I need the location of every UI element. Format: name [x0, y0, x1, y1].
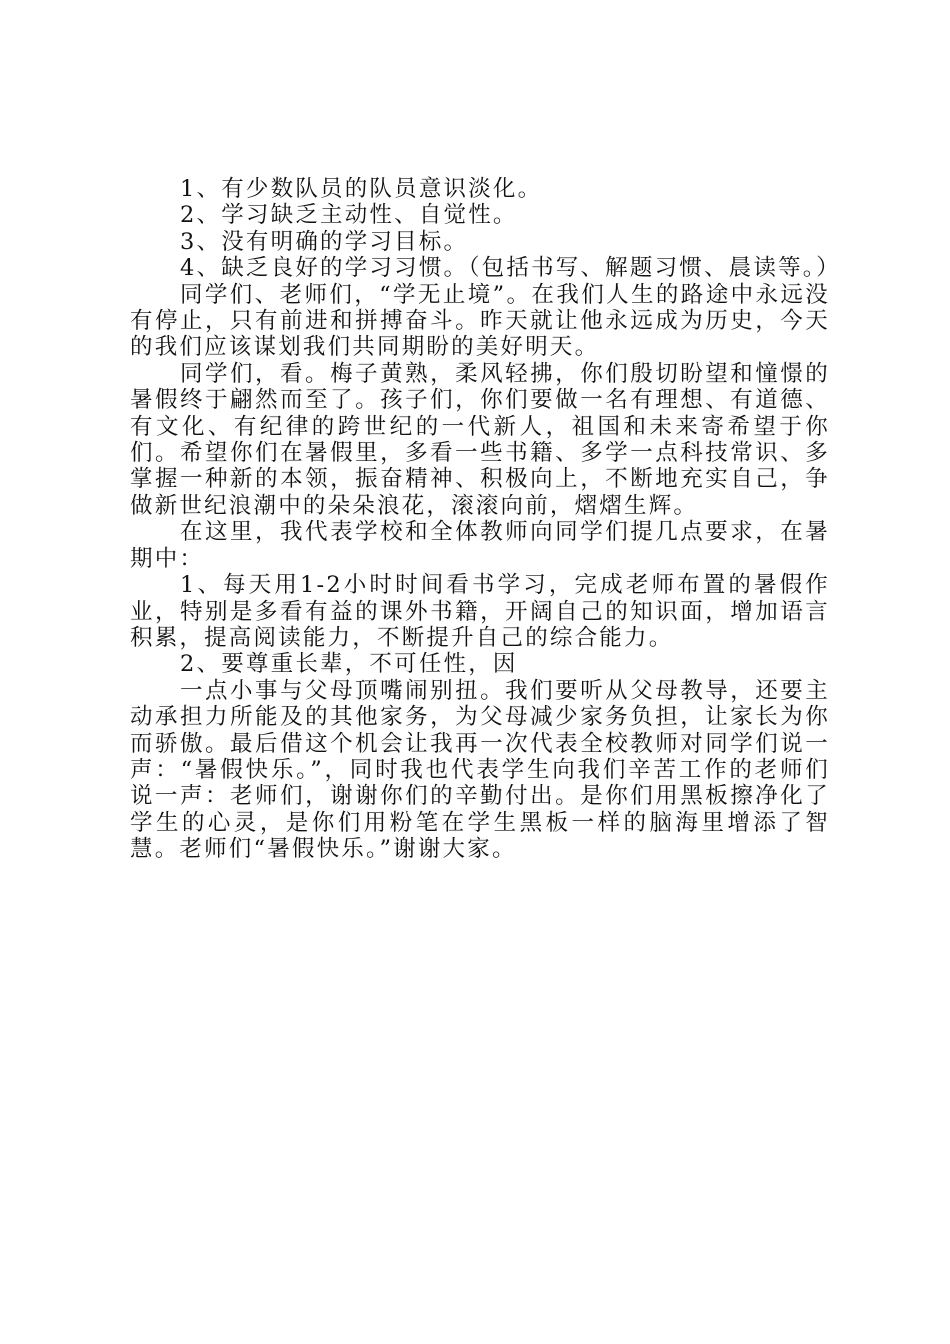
paragraph-issue-3: 3、没有明确的学习目标。 [180, 228, 469, 255]
paragraph-requirement-1: 1、每天用1-2小时时间看书学习，完成老师布置的暑假作业，特别是多看有益的课外书籍，开阔自己的知识面，增加语言积累，提高阅读能力，不断提升自己的综合能力。 [130, 572, 830, 651]
paragraph-requirement-2: 2、要尊重长辈，不可任性，因 [180, 651, 518, 678]
paragraph-closing: 一点小事与父母顶嘴闹别扭。我们要听从父母教导，还要主动承担力所能及的其他家务，为父母减少家务负担，让家长为你而骄傲。最后借这个机会让我再一次代表全校教师对同学们说一声：“暑假快乐。”，同时我也代表学生向我们辛苦工作的老师们说一声：老师们，谢谢你们的辛勤付出。是你们用黑板擦净化了学生的心灵，是你们用粉笔在学生黑板一样的脑海里增添了智慧。老师们“暑假快乐。”谢谢大家。 [130, 677, 830, 863]
paragraph-issue-1: 1、有少数队员的队员意识淡化。 [180, 176, 543, 202]
paragraph-no-limit-to-learning: 同学们、老师们，“学无止境”。在我们人生的路途中永远没有停止，只有前进和拼搏奋斗。昨天就让他永远成为历史，今天的我们应该谋划我们共同期盼的美好明天。 [130, 281, 830, 361]
paragraph-issue-2: 2、学习缺乏主动性、自觉性。 [180, 202, 518, 229]
document-body [130, 176, 841, 863]
paragraph-requirements-intro: 在这里，我代表学校和全体教师向同学们提几点要求，在暑期中： [130, 519, 830, 572]
paragraph-summer-vacation: 同学们，看。梅子黄熟，柔风轻拂，你们殷切盼望和憧憬的暑假终于翩然而至了。孩子们，你们要做一名有理想、有道德、有文化、有纪律的跨世纪的一代新人，祖国和未来寄希望于你们。希望你们在暑假里，多看一些书籍、多学一点科技常识、多掌握一种新的本领，振奋精神、积极向上，不断地充实自己，争做新世纪浪潮中的朵朵浪花，滚滚向前，熠熠生辉。 [130, 360, 830, 519]
paragraph-issue-4: 4、缺乏良好的学习习惯。（包括书写、解题习惯、晨读等。） [180, 255, 841, 282]
